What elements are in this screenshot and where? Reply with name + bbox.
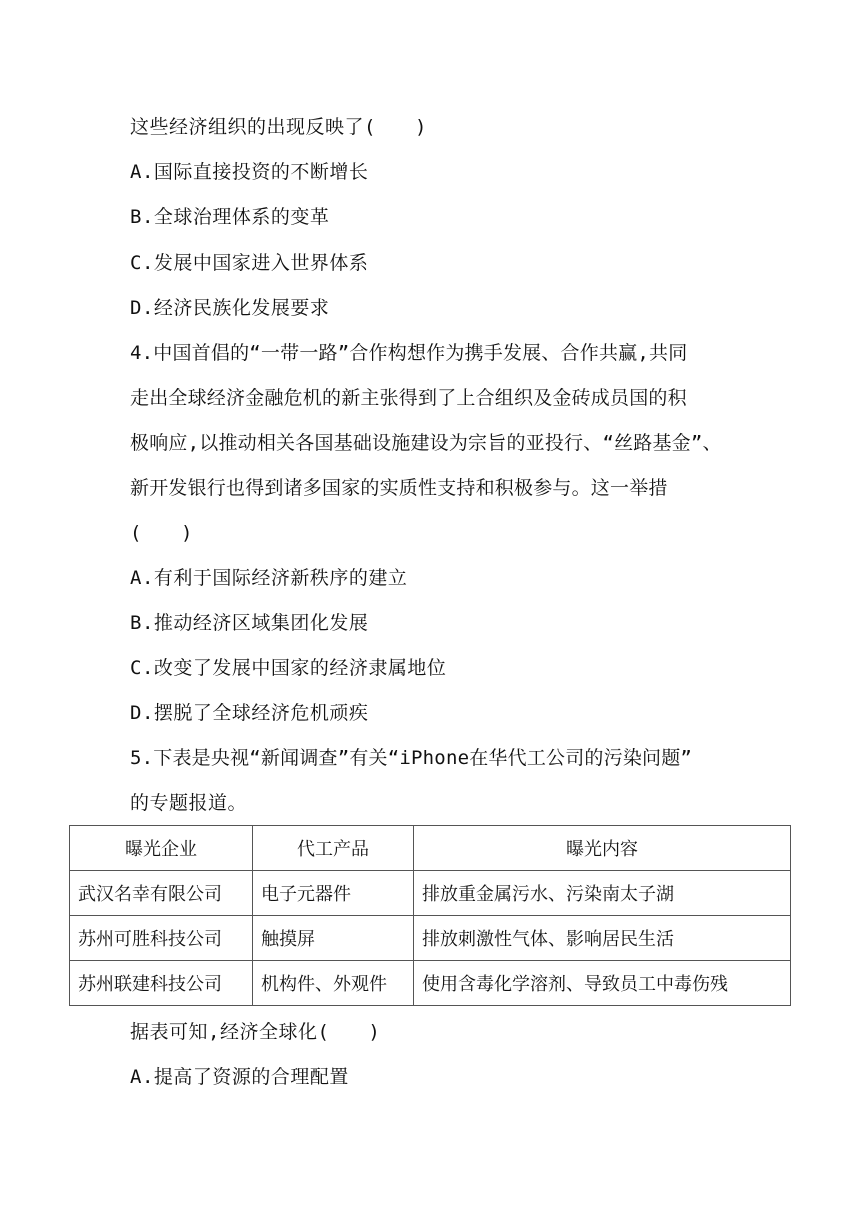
q4-option-b: B.推动经济区域集团化发展 bbox=[130, 612, 369, 634]
q3-stem: 这些经济组织的出现反映了( ) bbox=[130, 116, 427, 138]
table-cell-company: 苏州联建科技公司 bbox=[70, 961, 253, 1006]
q4-stem-line-4: 新开发银行也得到诸多国家的实质性支持和积极参与。这一举措 bbox=[130, 477, 668, 499]
table-header-company: 曝光企业 bbox=[70, 826, 253, 871]
table-row bbox=[70, 871, 791, 916]
table-cell-content: 使用含毒化学溶剂、导致员工中毒伤残 bbox=[414, 961, 791, 1006]
table-cell-content: 排放刺激性气体、影响居民生活 bbox=[414, 916, 791, 961]
q4-option-d: D.摆脱了全球经济危机顽疾 bbox=[130, 702, 369, 724]
table-cell-product: 电子元器件 bbox=[253, 871, 414, 916]
q4-stem-line-2: 走出全球经济金融危机的新主张得到了上合组织及金砖成员国的积 bbox=[130, 387, 687, 409]
q5-question: 据表可知,经济全球化( ) bbox=[130, 1021, 381, 1043]
q4-stem-line-3: 极响应,以推动相关各国基础设施建设为宗旨的亚投行、“丝路基金”、 bbox=[130, 432, 722, 454]
q3-option-d: D.经济民族化发展要求 bbox=[130, 297, 330, 319]
q3-option-a: A.国际直接投资的不断增长 bbox=[130, 161, 369, 183]
q4-option-a: A.有利于国际经济新秩序的建立 bbox=[130, 567, 408, 589]
q3-option-c: C.发展中国家进入世界体系 bbox=[130, 252, 369, 274]
q5-stem-line-2: 的专题报道。 bbox=[130, 792, 248, 814]
table-header-content: 曝光内容 bbox=[414, 826, 791, 871]
table-cell-company: 武汉名幸有限公司 bbox=[70, 871, 253, 916]
q3-option-b: B.全球治理体系的变革 bbox=[130, 206, 330, 228]
q4-stem-line-1: 4.中国首倡的“一带一路”合作构想作为携手发展、合作共赢,共同 bbox=[130, 342, 688, 364]
table-cell-company: 苏州可胜科技公司 bbox=[70, 916, 253, 961]
table-cell-content: 排放重金属污水、污染南太子湖 bbox=[414, 871, 791, 916]
q4-option-c: C.改变了发展中国家的经济隶属地位 bbox=[130, 657, 447, 679]
table-header-row bbox=[70, 826, 791, 871]
q4-answer-blank: ( ) bbox=[130, 522, 193, 544]
table-row bbox=[70, 961, 791, 1006]
table-cell-product: 机构件、外观件 bbox=[253, 961, 414, 1006]
q5-stem-line-1: 5.下表是央视“新闻调查”有关“iPhone在华代工公司的污染问题” bbox=[130, 747, 693, 769]
exposure-table bbox=[69, 825, 791, 1006]
table-header-product: 代工产品 bbox=[253, 826, 414, 871]
table-cell-product: 触摸屏 bbox=[253, 916, 414, 961]
q5-option-a: A.提高了资源的合理配置 bbox=[130, 1066, 349, 1088]
table-row bbox=[70, 916, 791, 961]
